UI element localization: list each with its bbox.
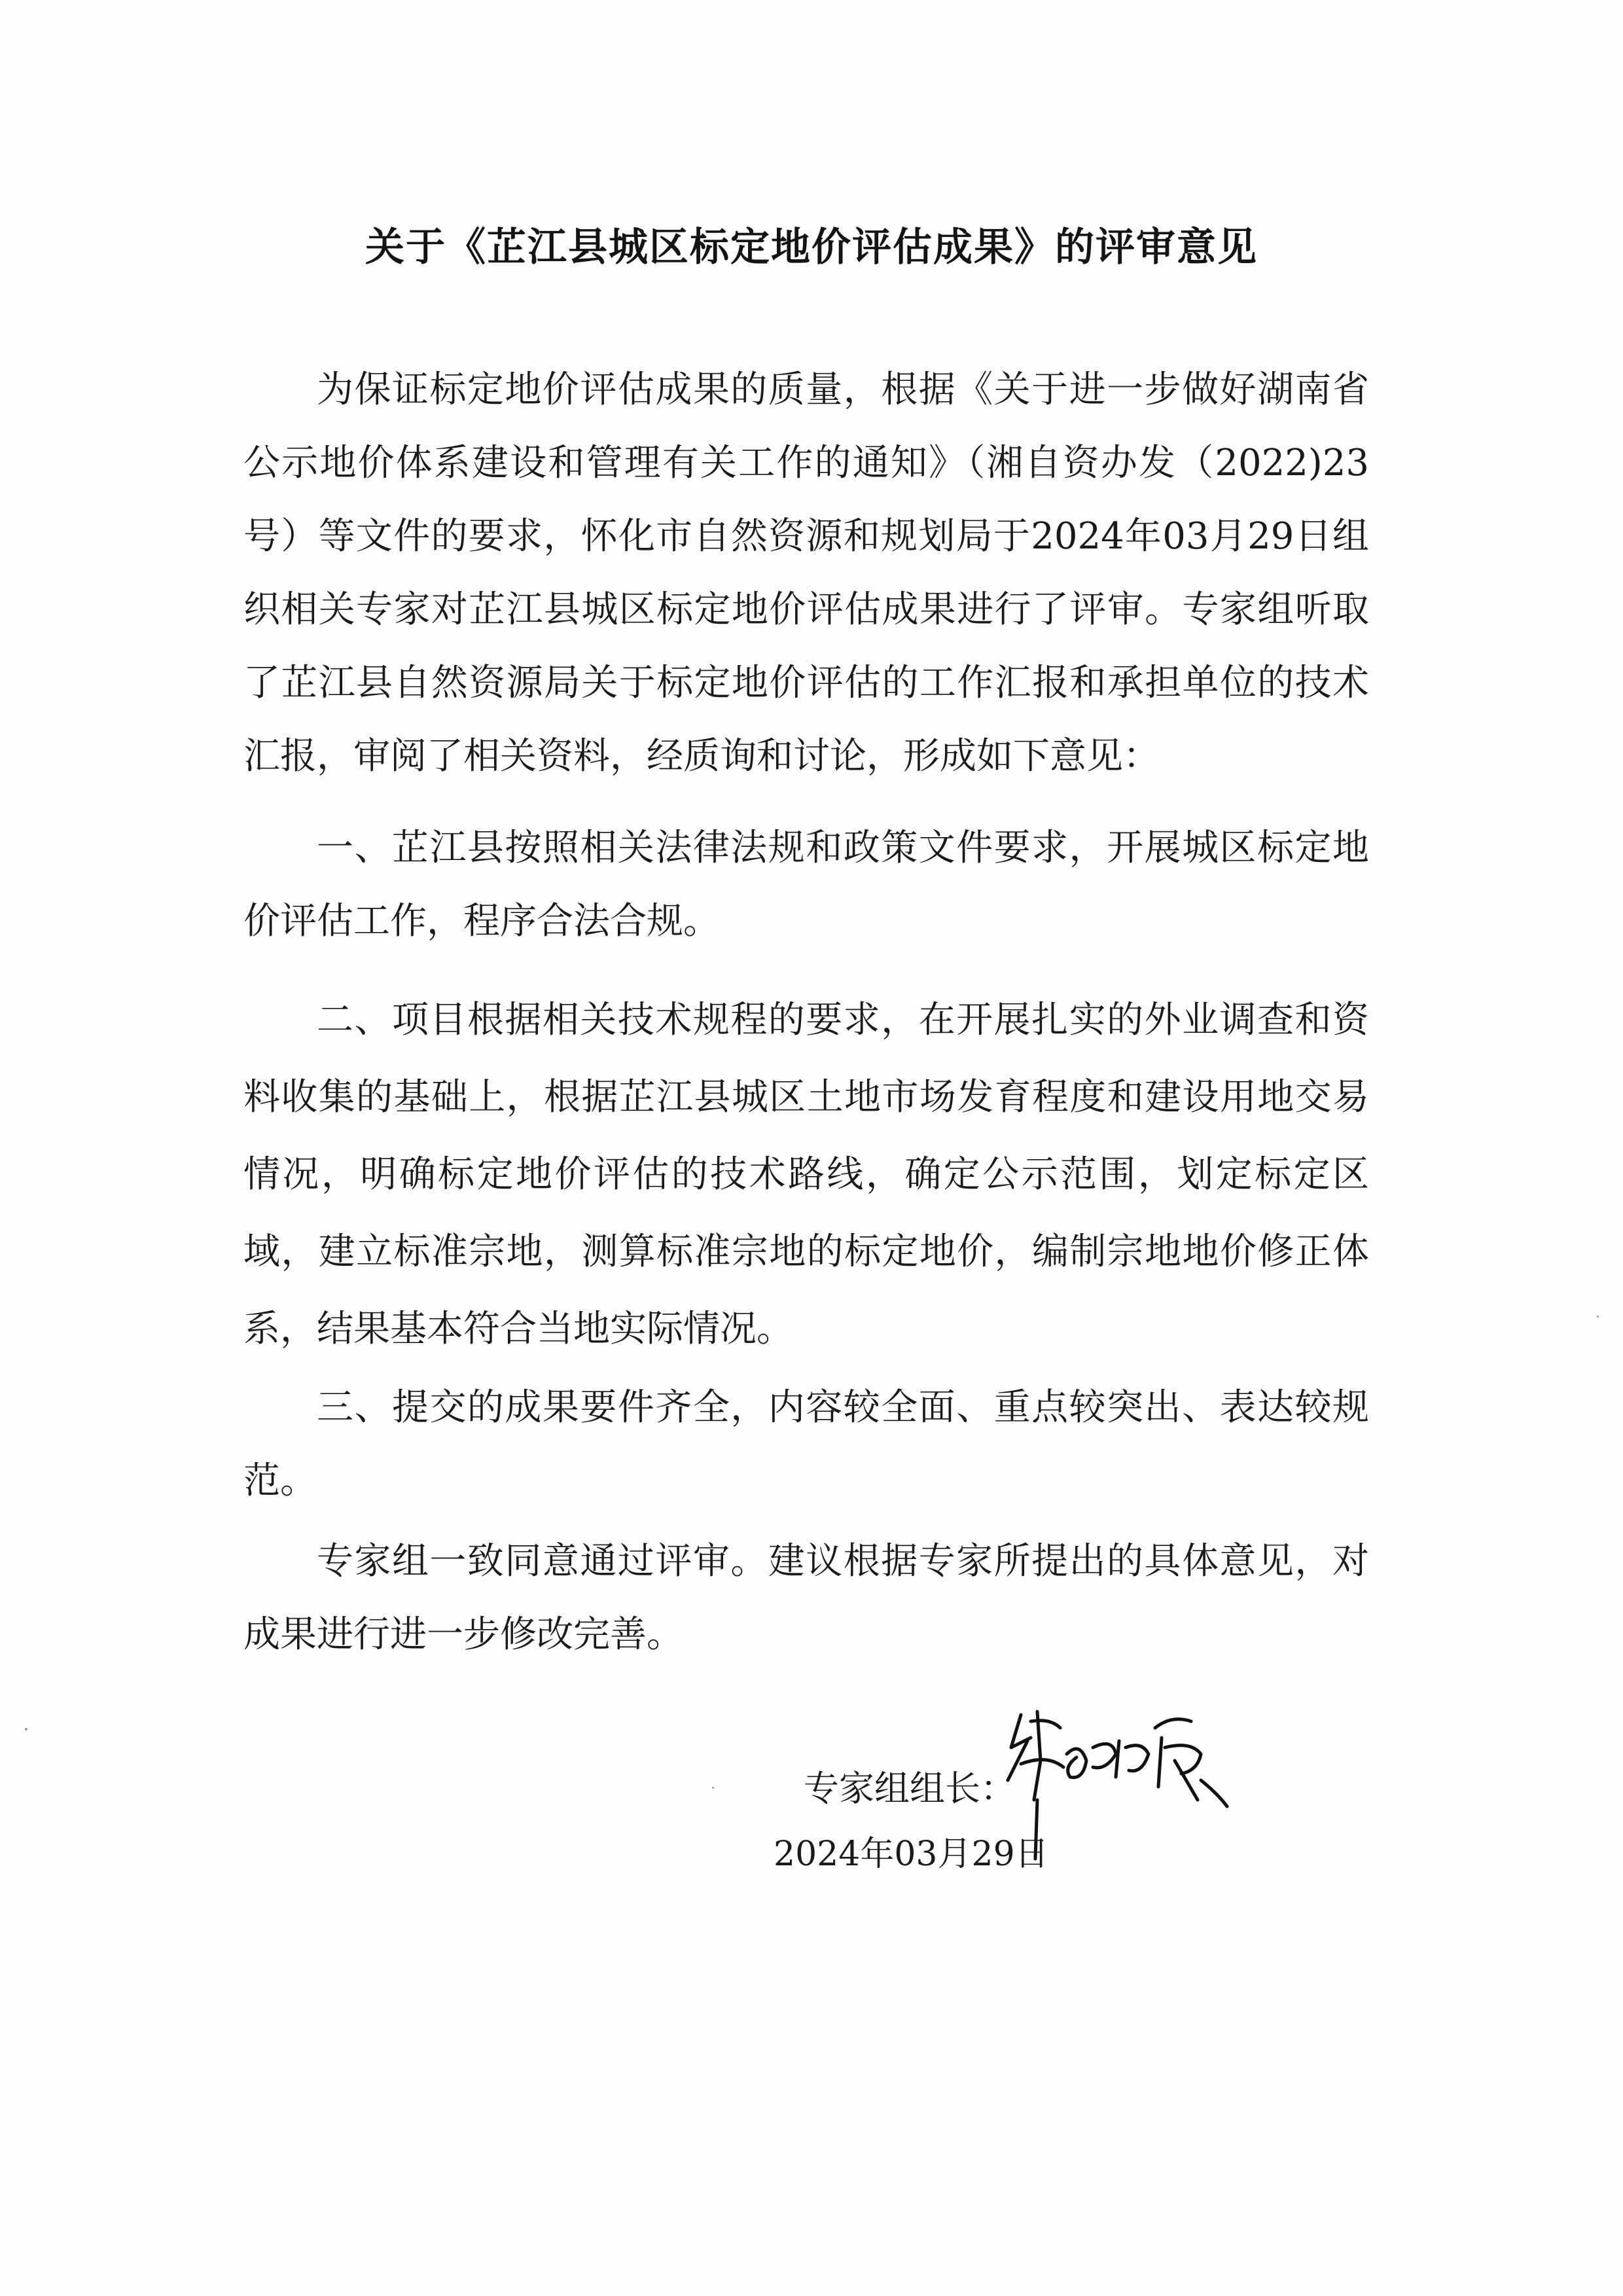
scan-speck: [712, 1787, 714, 1789]
document-title: 关于《芷江县城区标定地价评估成果》的评审意见: [365, 224, 1258, 270]
signature-date: 2024年03月29日: [774, 1835, 1049, 1874]
scan-speck: [1597, 1316, 1599, 1318]
paragraph-opinion-3: 三、提交的成果要件齐全，内容较全面、重点较突出、表达较规范。: [243, 1386, 1369, 1502]
paragraph-conclusion: 专家组一致同意通过评审。建议根据专家所提出的具体意见，对成果进行进一步修改完善。: [243, 1540, 1369, 1656]
paragraph-opinion-2: 二、项目根据相关技术规程的要求，在开展扎实的外业调查和资料收集的基础上，根据芷江县城区土地市场发育程度和建设用地交易情况，明确标定地价评估的技术路线，确定公示范围，划定标定区域，建立标准宗地，测算标准宗地的标定地价，编制宗地地价修正体系，结果基本符合当地实际情况。: [243, 999, 1369, 1350]
scan-speck: [25, 1728, 27, 1731]
paragraph-intro: 为保证标定地价评估成果的质量，根据《关于进一步做好湖南省公示地价体系建设和管理有关工作的通知》（湘自资办发（2022)23号）等文件的要求，怀化市自然资源和规划局于2024年03月29日组织相关专家对芷江县城区标定地价评估成果进行了评审。专家组听取了芷江县自然资源局关于标定地价评估的工作汇报和承担单位的技术汇报，审阅了相关资料，经质询和讨论，形成如下意见：: [243, 368, 1369, 778]
paragraph-opinion-1: 一、芷江县按照相关法律法规和政策文件要求，开展城区标定地价评估工作，程序合法合规。: [243, 827, 1369, 942]
handwritten-signature: [1001, 1702, 1263, 1865]
signature-label: 专家组组长：: [804, 1768, 1016, 1809]
